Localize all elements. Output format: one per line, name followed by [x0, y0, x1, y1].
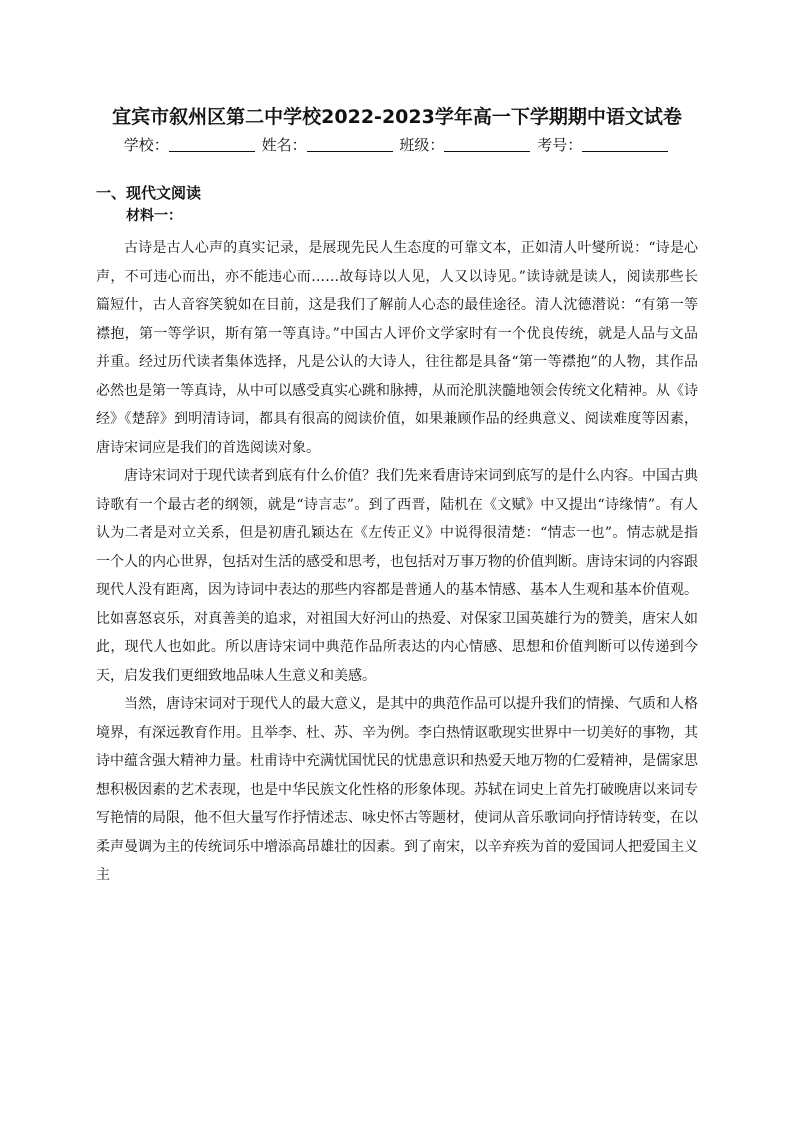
exam-number-label: 考号： [537, 136, 583, 154]
name-label: 姓名： [261, 136, 307, 154]
paragraph-3: 当然，唐诗宋词对于现代人的最大意义，是其中的典范作品可以提升我们的情操、气质和人格境界，有深远教育作用。且举李、杜、苏、辛为例。李白热情讴歌现实世界中一切美好的事物，其诗中蕴含强大精神力量。杜甫诗中充满忧国忧民的忧患意识和热爱天地万物的仁爱精神，是儒家思想积极因素的艺术表现，也是中华民族文化性格的形象体现。苏轼在词史上首先打破晚唐以来词专写艳情的局限，他不但大量写作抒情述志、咏史怀古等题材，使词从音乐歌词向抒情诗转变，在以柔声曼调为主的传统词乐中增添高昂雄壮的因素。到了南宋，以辛弃疾为首的爱国词人把爱国主义主 [96, 696, 698, 883]
class-label: 班级： [399, 136, 445, 154]
name-blank[interactable] [307, 137, 393, 152]
paragraph-2: 唐诗宋词对于现代读者到底有什么价值？我们先来看唐诗宋词到底写的是什么内容。中国古典诗歌有一个最古老的纲领，就是“诗言志”。到了西晋，陆机在《文赋》中又提出“诗缘情”。有人认为二者是对立关系，但是初唐孔颖达在《左传正义》中说得很清楚：“情志一也”。情志就是指一个人的内心世界，包括对生活的感受和思考，也包括对万事万物的价值判断。唐诗宋词的内容跟现代人没有距离，因为诗词中表达的那些内容都是普通人的基本情感、基本人生观和基本价值观。比如喜怒哀乐，对真善美的追求，对祖国大好河山的热爱、对保家卫国英雄行为的赞美，唐宋人如此，现代人也如此。所以唐诗宋词中典范作品所表达的内心情感、思想和价值判断可以传递到今天，启发我们更细致地品味人生意义和美感。 [96, 468, 698, 684]
school-blank[interactable] [169, 137, 255, 152]
passage-body [96, 234, 698, 890]
exam-title: 宜宾市叙州区第二中学校2022-2023学年高一下学期期中语文试卷 [112, 106, 682, 128]
paragraph-1: 古诗是古人心声的真实记录，是展现先民人生态度的可靠文本，正如清人叶燮所说：“诗是心声，不可违心而出，亦不能违心而……故每诗以人见，人又以诗见。”读诗就是读人，阅读那些长篇短什，古人音容笑貌如在目前，这是我们了解前人心态的最佳途径。清人沈德潜说：“有第一等襟抱，第一等学识，斯有第一等真诗。”中国古人评价文学家时有一个优良传统，就是人品与文品并重。经过历代读者集体选择，凡是公认的大诗人，往往都是具备“第一等襟抱”的人物，其作品必然也是第一等真诗，从中可以感受真实心跳和脉搏，从而沦肌浃髓地领会传统文化精神。从《诗经》《楚辞》到明清诗词，都具有很高的阅读价值，如果兼顾作品的经典意义、阅读难度等因素，唐诗宋词应是我们的首选阅读对象。 [96, 240, 698, 456]
student-info-line [0, 134, 794, 155]
school-label: 学校： [123, 136, 169, 154]
section-heading: 一、现代文阅读 [96, 184, 202, 202]
exam-number-blank[interactable] [582, 137, 668, 152]
material-label: 材料一： [126, 208, 182, 224]
class-blank[interactable] [444, 137, 530, 152]
